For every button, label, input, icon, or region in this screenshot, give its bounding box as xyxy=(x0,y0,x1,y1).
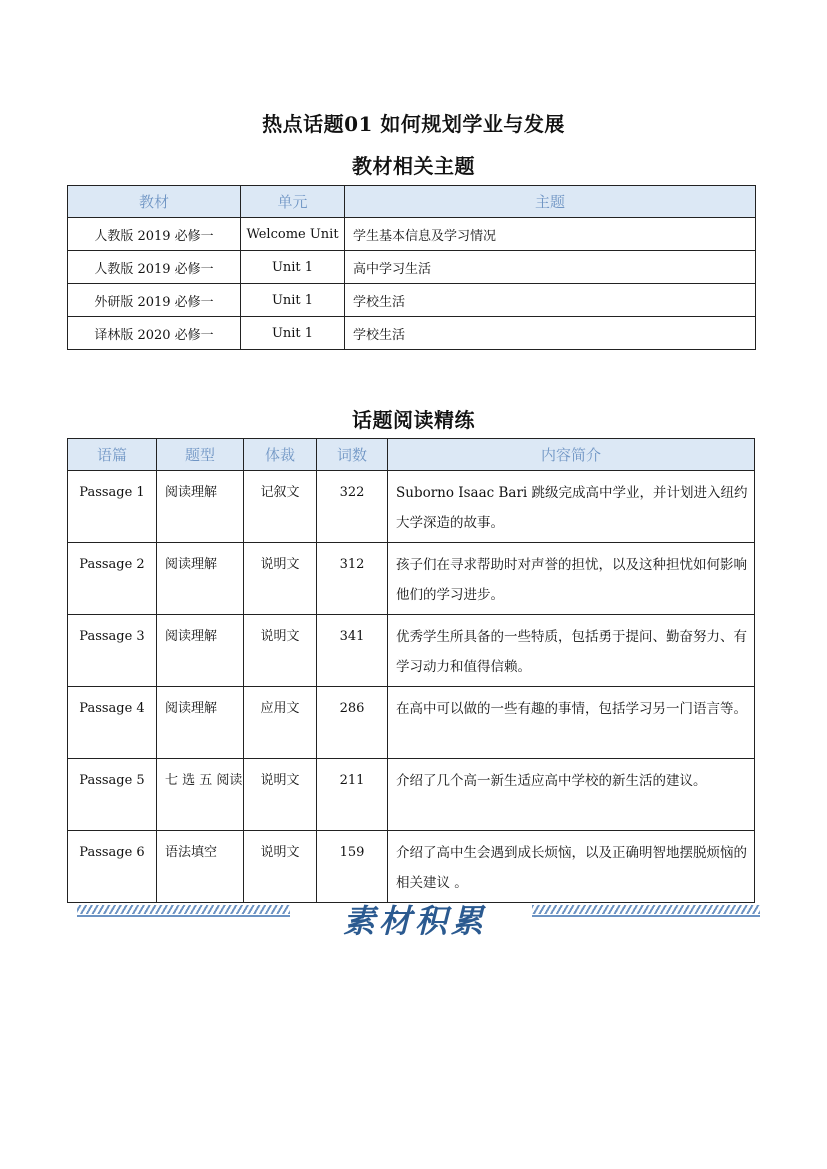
cell-summary: 优秀学生所具备的一些特质，包括勇于提问、勤奋努力、有学习动力和值得信赖。 xyxy=(388,615,755,687)
cell-topic: 高中学习生活 xyxy=(345,251,756,284)
table-row xyxy=(68,284,756,317)
cell-summary: Suborno Isaac Bari 跳级完成高中学业，并计划进入纽约大学深造的故事。 xyxy=(388,471,755,543)
cell-word-count: 286 xyxy=(317,687,388,759)
cell-question-type: 阅读理解 xyxy=(157,687,244,759)
header-word-count: 词数 xyxy=(317,439,388,471)
cell-unit: Unit 1 xyxy=(241,251,345,284)
cell-question-type: 阅读理解 xyxy=(157,471,244,543)
cell-passage: Passage 4 xyxy=(68,687,157,759)
header-textbook: 教材 xyxy=(68,186,241,218)
table-row xyxy=(68,615,755,687)
banner-title: 素材积累 xyxy=(342,902,487,940)
cell-word-count: 159 xyxy=(317,831,388,903)
page-title: 热点话题01 如何规划学业与发展 xyxy=(262,112,565,136)
cell-textbook: 外研版 2019 必修一 xyxy=(68,284,241,317)
table-row xyxy=(68,543,755,615)
textbook-topic-table xyxy=(67,185,756,350)
cell-genre: 说明文 xyxy=(244,759,317,831)
banner-decoration-right xyxy=(532,905,760,914)
header-genre: 体裁 xyxy=(244,439,317,471)
cell-topic: 学校生活 xyxy=(345,317,756,350)
cell-summary: 在高中可以做的一些有趣的事情，包括学习另一门语言等。 xyxy=(388,687,755,759)
table-row xyxy=(68,471,755,543)
cell-genre: 说明文 xyxy=(244,543,317,615)
table-row xyxy=(68,759,755,831)
cell-textbook: 译林版 2020 必修一 xyxy=(68,317,241,350)
material-accumulation-banner xyxy=(67,890,760,938)
cell-question-type: 语法填空 xyxy=(157,831,244,903)
table-row xyxy=(68,317,756,350)
cell-passage: Passage 1 xyxy=(68,471,157,543)
cell-word-count: 341 xyxy=(317,615,388,687)
cell-passage: Passage 5 xyxy=(68,759,157,831)
section-title-textbook: 教材相关主题 xyxy=(352,154,475,178)
header-summary: 内容简介 xyxy=(388,439,755,471)
cell-unit: Unit 1 xyxy=(241,284,345,317)
cell-passage: Passage 6 xyxy=(68,831,157,903)
cell-genre: 说明文 xyxy=(244,615,317,687)
cell-genre: 说明文 xyxy=(244,831,317,903)
reading-practice-table xyxy=(67,438,755,903)
header-unit: 单元 xyxy=(241,186,345,218)
cell-question-type: 七 选 五 阅读 xyxy=(157,759,244,831)
header-topic: 主题 xyxy=(345,186,756,218)
cell-unit: Unit 1 xyxy=(241,317,345,350)
header-question-type: 题型 xyxy=(157,439,244,471)
cell-passage: Passage 3 xyxy=(68,615,157,687)
cell-genre: 记叙文 xyxy=(244,471,317,543)
cell-word-count: 211 xyxy=(317,759,388,831)
cell-unit: Welcome Unit xyxy=(241,218,345,251)
table-row xyxy=(68,218,756,251)
cell-word-count: 312 xyxy=(317,543,388,615)
cell-topic: 学生基本信息及学习情况 xyxy=(345,218,756,251)
table-row xyxy=(68,687,755,759)
section-title-reading: 话题阅读精练 xyxy=(352,408,475,432)
cell-word-count: 322 xyxy=(317,471,388,543)
cell-question-type: 阅读理解 xyxy=(157,543,244,615)
table-row xyxy=(68,251,756,284)
cell-summary: 介绍了高中生会遇到成长烦恼，以及正确明智地摆脱烦恼的相关建议 。 xyxy=(388,831,755,903)
cell-topic: 学校生活 xyxy=(345,284,756,317)
cell-passage: Passage 2 xyxy=(68,543,157,615)
cell-genre: 应用文 xyxy=(244,687,317,759)
table-header-row xyxy=(68,439,755,471)
cell-summary: 孩子们在寻求帮助时对声誉的担忧，以及这种担忧如何影响他们的学习进步。 xyxy=(388,543,755,615)
banner-decoration-left xyxy=(77,905,290,914)
cell-summary: 介绍了几个高一新生适应高中学校的新生活的建议。 xyxy=(388,759,755,831)
header-passage: 语篇 xyxy=(68,439,157,471)
cell-question-type: 阅读理解 xyxy=(157,615,244,687)
table-header-row xyxy=(68,186,756,218)
cell-textbook: 人教版 2019 必修一 xyxy=(68,218,241,251)
cell-textbook: 人教版 2019 必修一 xyxy=(68,251,241,284)
